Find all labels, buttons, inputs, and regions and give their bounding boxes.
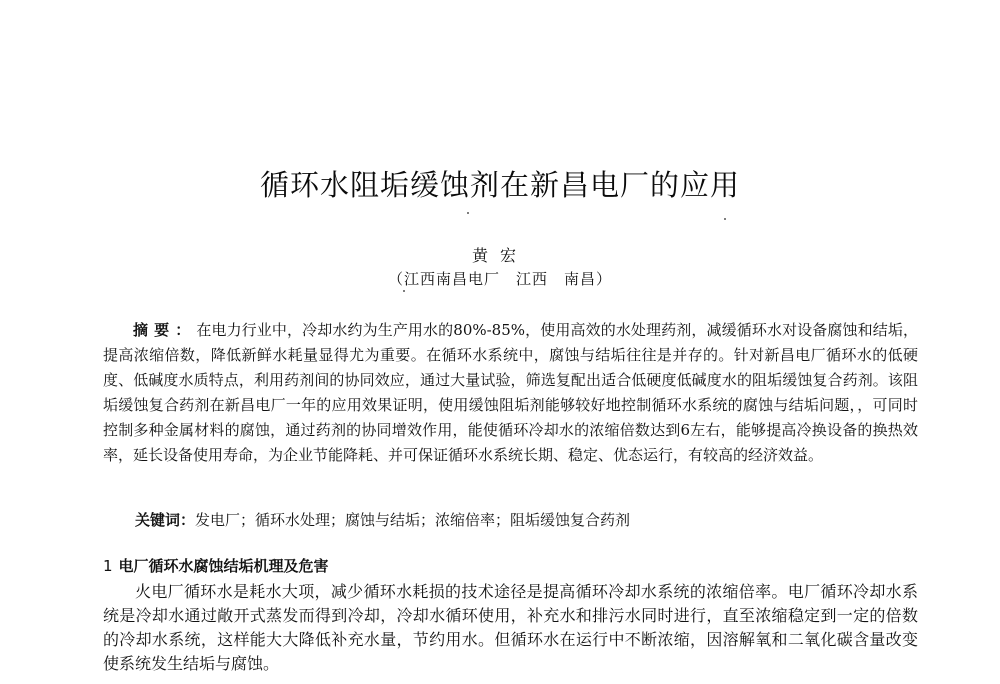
abstract-text: 在电力行业中，冷却水约为生产用水的80%-85%，使用高效的水处理药剂，减缓循环水对设备腐蚀和结垢，提高浓缩倍数，降低新鲜水耗量显得尤为重要。在循环水系统中，腐蚀与结垢往往是并存的。针对新昌电厂循环水的低硬度、低碱度水质特点，利用药剂间的协同效应，通过大量试验，筛选复配出适合低硬度低碱度水的阻垢缓蚀复合药剂。该阻垢缓蚀复合药剂在新昌电厂一年的应用效果证明，使用缓蚀阻垢剂能够较好地控制循环水系统的腐蚀与结垢问题，，可同时控制多种金属材料的腐蚀，通过药剂的协同增效作用，能使循环冷却水的浓缩倍数达到6左右，能够提高冷换设备的换热效率，延长设备使用寿命，为企业节能降耗、并可保证循环水系统长期、稳定、优态运行，有较高的经济效益。	[103, 321, 918, 464]
keywords-text: 发电厂；循环水处理；腐蚀与结垢；浓缩倍率；阻垢缓蚀复合药剂	[195, 511, 631, 529]
scan-speck	[467, 212, 469, 214]
keywords	[135, 509, 915, 531]
section-paragraph: 火电厂循环水是耗水大项，减少循环水耗损的技术途径是提高循环冷却水系统的浓缩倍率。电厂循环冷却水系统是冷却水通过敞开式蒸发而得到冷却，冷却水循环使用，补充水和排污水同时进行，直至浓缩稳定到一定的倍数的冷却水系统，这样能大大降低补充水量，节约用水。但循环水在运行中不断浓缩，因溶解氧和二氧化碳含量改变使系统发生结垢与腐蚀。	[103, 582, 918, 673]
abstract	[103, 318, 918, 468]
section-title: 电厂循环水腐蚀结垢机理及危害	[118, 557, 329, 575]
section-number: 1	[103, 557, 113, 575]
author-name: 黄宏	[471, 246, 528, 265]
scan-speck	[403, 290, 405, 292]
scan-speck	[724, 218, 726, 220]
abstract-label: 摘要：	[133, 321, 197, 339]
section-heading	[103, 555, 329, 576]
keywords-label: 关键词：	[135, 511, 196, 529]
paper-title: 循环水阻垢缓蚀剂在新昌电厂的应用	[259, 168, 740, 202]
author-affiliation: （江西南昌电厂 江西 南昌）	[387, 270, 612, 288]
